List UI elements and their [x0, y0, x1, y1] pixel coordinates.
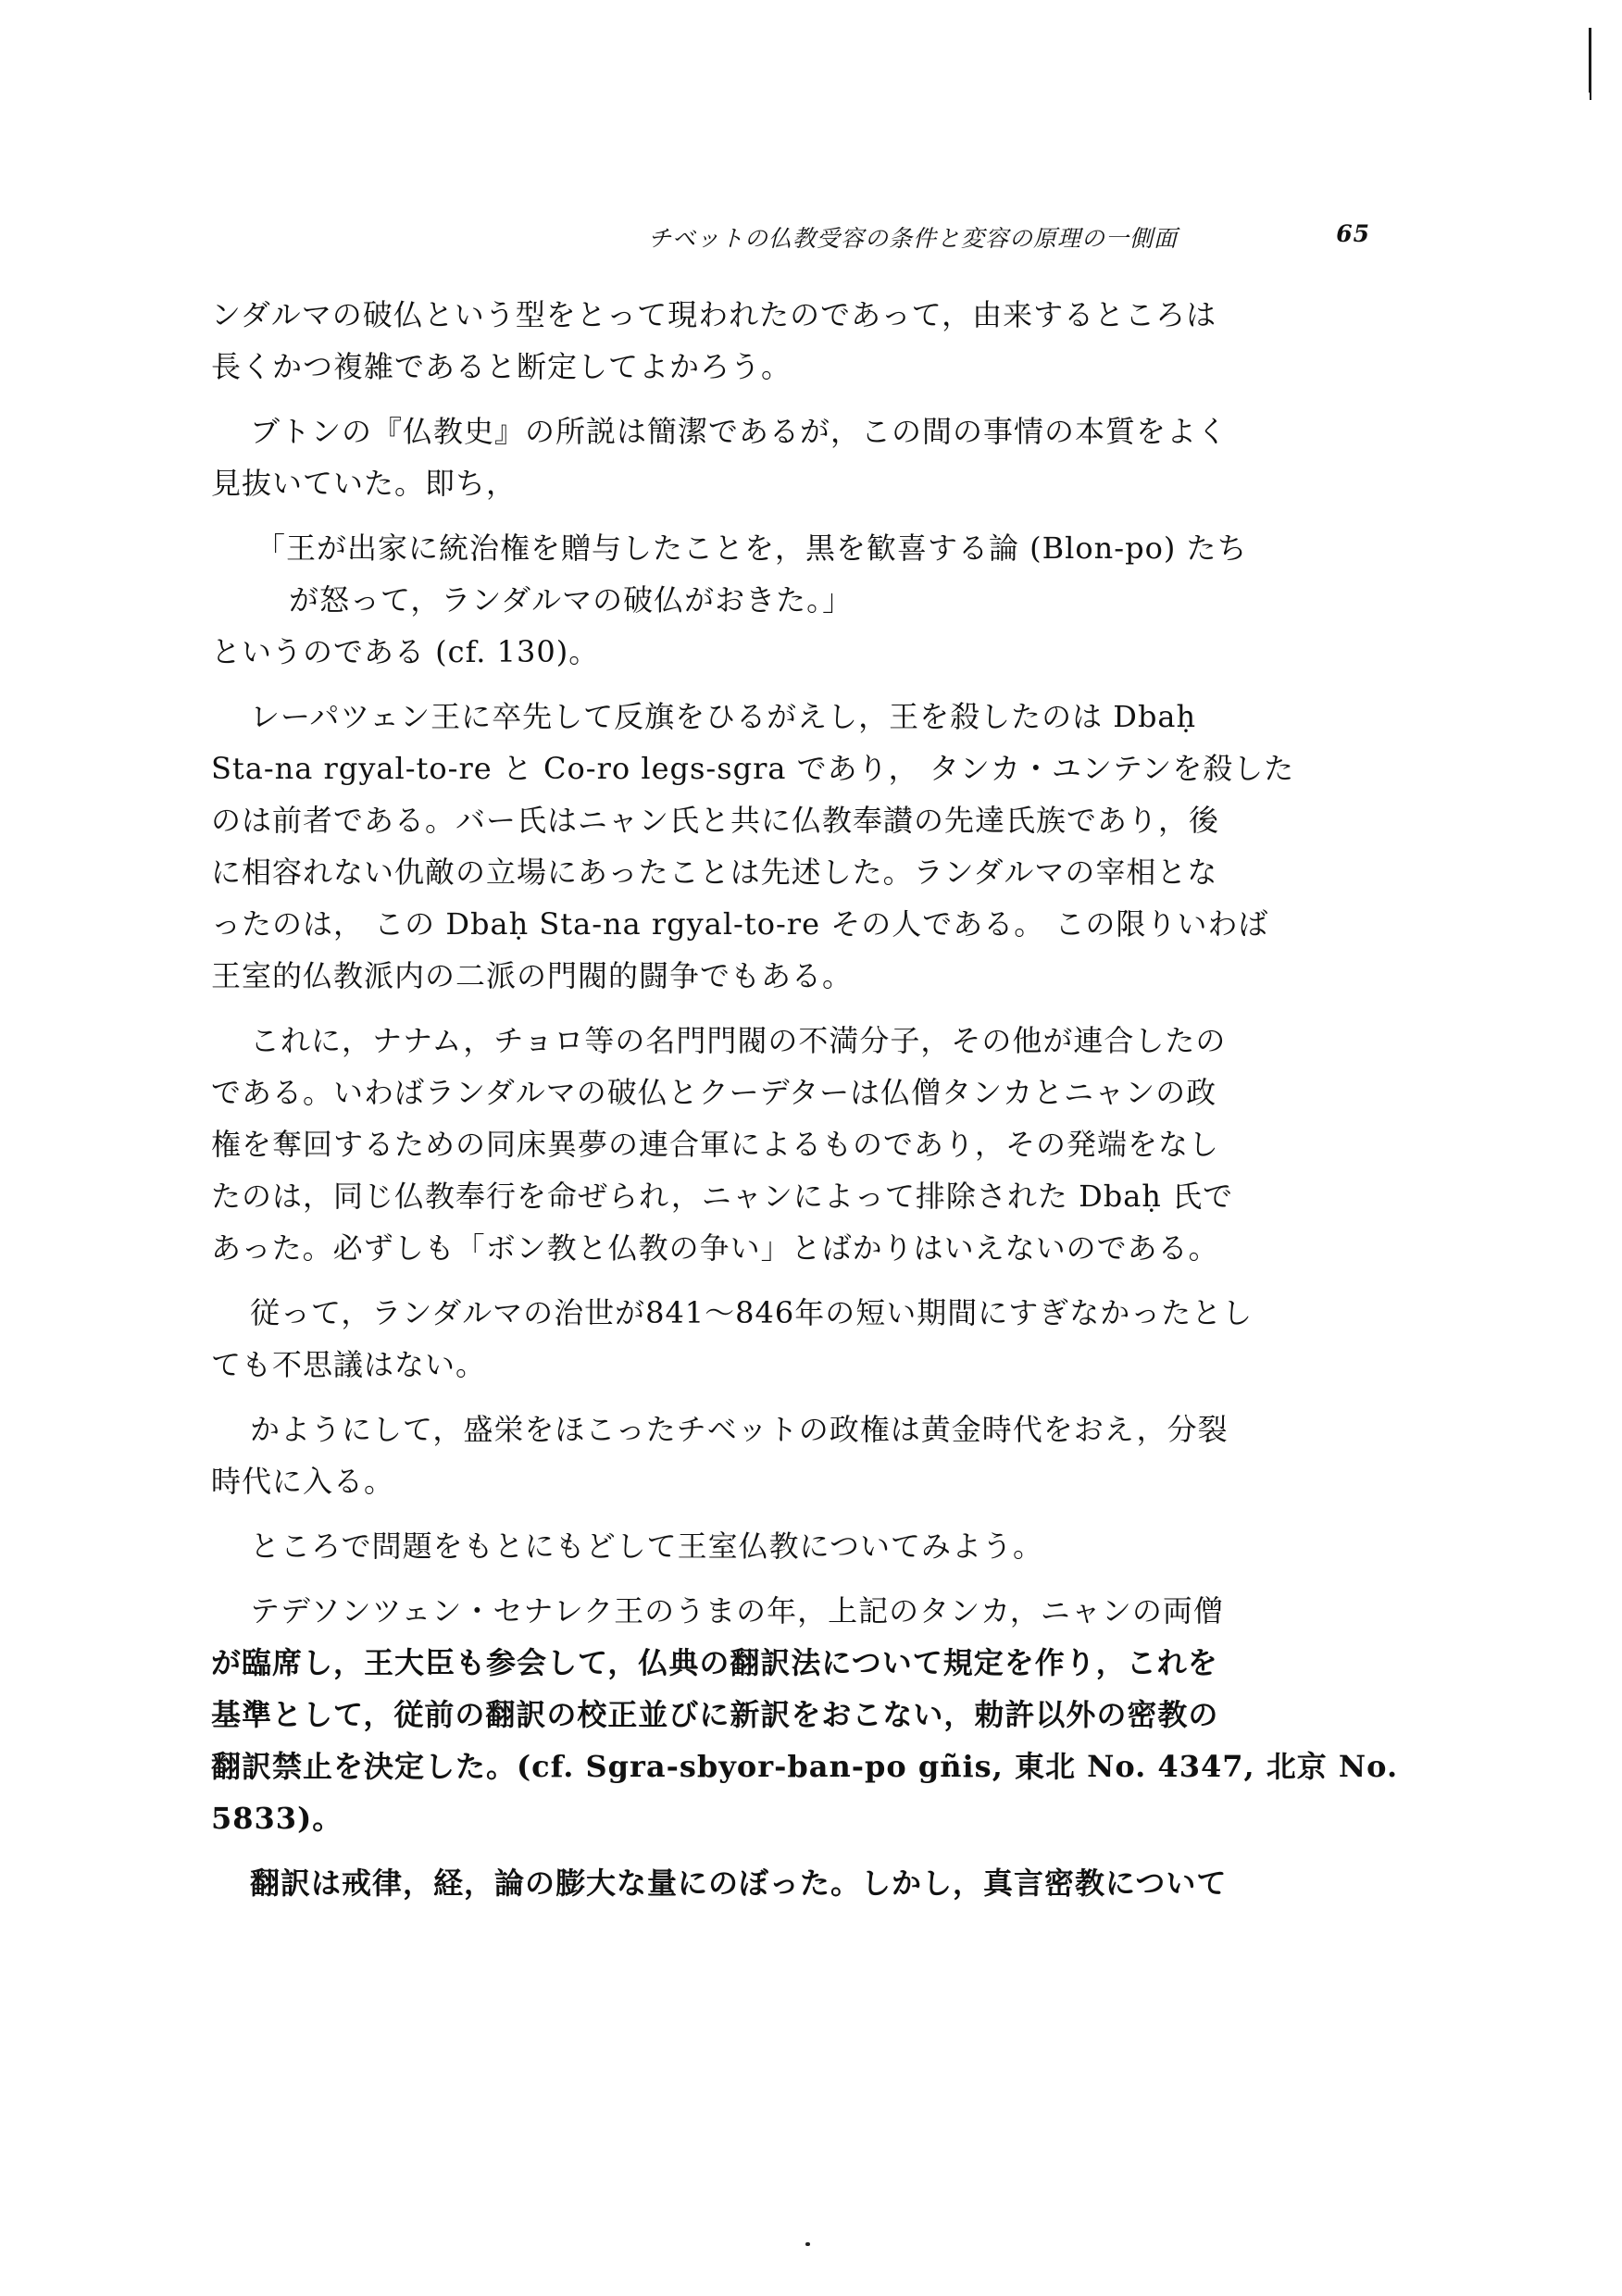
text-line: かようにして，盛栄をほこったチベットの政権は黄金時代をおえ，分裂	[250, 1412, 1229, 1447]
text-line: が臨席し，王大臣も参会して，仏典の翻訳法について規定を作り，これを	[211, 1645, 1218, 1680]
page-number: 65	[1336, 220, 1370, 247]
text-line: 見抜いていた。即ち，	[211, 466, 518, 501]
text-line: 基準として，従前の翻訳の校正並びに新訳をおこない，勅許以外の密教の	[211, 1697, 1219, 1732]
text-line: 長くかつ複雑であると断定してよかろう。	[211, 349, 792, 384]
text-line: ンダルマの破仏という型をとって現われたのであって，由来するところは	[211, 297, 1217, 332]
text-line: レーパツェン王に卒先して反旗をひるがえし，王を殺したのは Dbaḥ	[250, 699, 1197, 734]
text-line: 時代に入る。	[211, 1464, 395, 1499]
text-line: 王室的仏教派内の二派の門閥的闘争でもある。	[211, 958, 854, 993]
text-line: たのは，同じ仏教奉行を命ぜられ，ニャンによって排除された Dbaḥ 氏で	[211, 1179, 1234, 1214]
margin-mark	[1589, 28, 1591, 93]
text-line: ったのは， この Dbaḥ Sta-na rgyal-to-re その人である。 この限りいわば	[211, 906, 1269, 942]
text-line: のは前者である。バー氏はニャン氏と共に仏教奉讃の先達氏族であり，後	[211, 803, 1220, 838]
text-line: ところで問題をもとにもどして王室仏教についてみよう。	[250, 1529, 1044, 1564]
text-line: 翻訳は戒律，経，論の膨大な量にのぼった。しかし，真言密教について	[250, 1866, 1228, 1901]
quote-line: 「王が出家に統治権を贈与したことを，黒を歓喜する論 (Blon-po) たち	[256, 530, 1248, 566]
text-line: 翻訳禁止を決定した。(cf. Sgra-sbyor-ban-po gñis, 東北 No. 4347, 北京 No.	[211, 1749, 1399, 1784]
text-line: あった。必ずしも「ボン教と仏教の争い」とばかりはいえないのである。	[211, 1230, 1219, 1266]
text-line: というのである (cf. 130)。	[211, 634, 600, 669]
quote-line: が怒って，ランダルマの破仏がおきた。」	[289, 582, 854, 618]
text-line: 5833)。	[211, 1801, 343, 1836]
stray-mark	[805, 2242, 810, 2246]
text-line: に相容れない仇敵の立場にあったことは先述した。ランダルマの宰相とな	[211, 855, 1218, 890]
running-title: チベットの仏教受容の条件と変容の原理の一側面	[648, 225, 1179, 252]
running-head	[648, 220, 1370, 254]
text-line: これに，ナナム，チョロ等の名門門閥の不満分子，その他が連合したの	[250, 1023, 1227, 1058]
text-line: テデソンツェン・セナレク王のうまの年，上記のタンカ，ニャンの両僧	[250, 1593, 1224, 1628]
text-line: ブトンの『仏教史』の所説は簡潔であるが，この間の事情の本質をよく	[250, 414, 1229, 449]
body-text	[211, 289, 1399, 1909]
text-line: Sta-na rgyal-to-re と Co-ro legs-sgra であり， タンカ・ユンテンを殺した	[211, 751, 1295, 786]
margin-mark-tick	[1590, 93, 1591, 100]
text-line: 従って，ランダルマの治世が841～846年の短い期間にすぎなかったとし	[250, 1295, 1254, 1330]
text-line: 権を奪回するための同床異夢の連合軍によるものであり，その発端をなし	[211, 1127, 1220, 1162]
text-line: である。いわばランダルマの破仏とクーデターは仏僧タンカとニャンの政	[211, 1075, 1217, 1110]
text-line: ても不思議はない。	[211, 1347, 487, 1382]
